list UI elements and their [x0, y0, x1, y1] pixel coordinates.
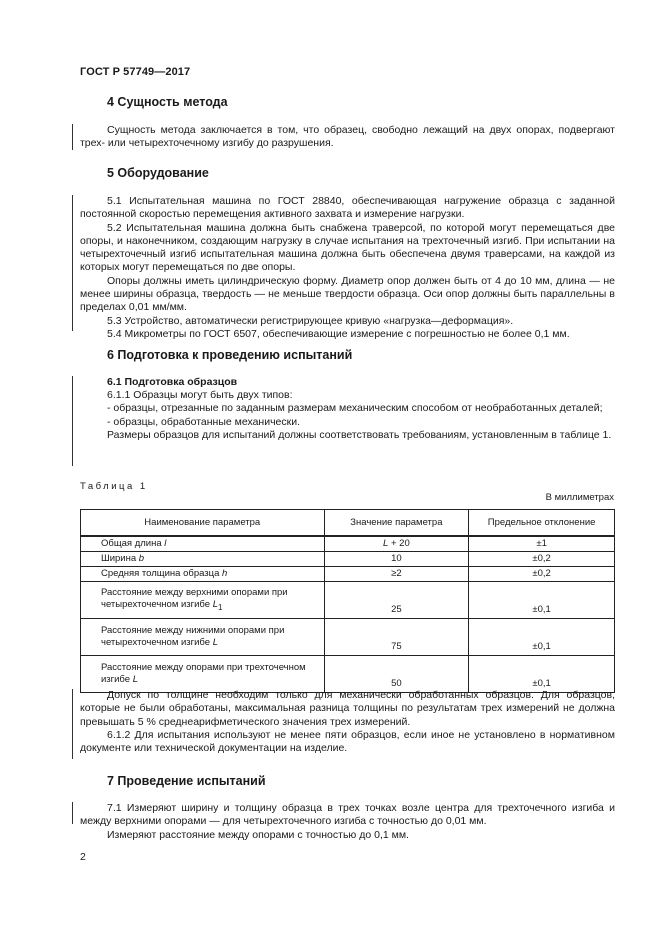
parameter-name: Расстояние между верхними опорами при четырехточечном изгибе $L_1$: [81, 582, 325, 619]
paragraph-6-1-2: 6.1.2 Для испытания используют не менее пяти образцов, если иное не установлено в нормативном документе или технической документации на изделие.: [80, 728, 615, 755]
table-caption: Таблица 1: [80, 481, 148, 492]
change-bar: [72, 689, 73, 759]
section-4-title: 4 Сущность метода: [107, 95, 228, 109]
paragraph-5-1: 5.1 Испытательная машина по ГОСТ 28840, обеспечивающая нагружение образца с заданной постоянной скоростью перемещения активного захвата и измерение нагрузки.: [80, 195, 615, 221]
column-header: Предельное отклонение: [469, 510, 615, 537]
parameter-name: Расстояние между нижними опорами при четырехточечном изгибе L: [81, 619, 325, 656]
parameter-value: 25: [324, 582, 469, 619]
page-number: 2: [80, 851, 86, 863]
section-6-title: 6 Подготовка к проведению испытаний: [107, 348, 353, 362]
parameter-value: 10: [324, 552, 469, 567]
parameter-value: 50: [324, 656, 469, 693]
change-bar: [72, 376, 73, 466]
parameter-name: Расстояние между опорами при трехточечном изгибе L: [81, 656, 325, 693]
list-item: - образцы, отрезанные по заданным размерам механическим способом от необработанных деталей;: [107, 402, 603, 415]
parameter-value: 75: [324, 619, 469, 656]
column-header: Наименование параметра: [81, 510, 325, 537]
paragraph-5-2: 5.2 Испытательная машина должна быть снабжена траверсой, по которой могут перемещаться две опоры, и наконечником, создающим нагрузку в случае испытания на трехточечный изгиб. При испытании на четырехточечный изгиб испытательная машина должна быть обеспечена двумя траверсами, на каждой из которых могут перемещаться по две опоры.: [80, 221, 615, 274]
paragraph-5-3: 5.3 Устройство, автоматически регистрирующее кривую «нагрузка—деформация».: [107, 314, 514, 327]
section-5-title: 5 Оборудование: [107, 166, 209, 180]
parameter-tolerance: ±0,1: [469, 656, 615, 693]
table-row: [81, 567, 615, 582]
paragraph-6-1-1: 6.1.1 Образцы могут быть двух типов:: [107, 389, 293, 401]
parameter-tolerance: ±0,1: [469, 582, 615, 619]
table-row: [81, 582, 615, 619]
table-row: [81, 552, 615, 567]
parameter-tolerance: ±0,2: [469, 552, 615, 567]
table-row: [81, 536, 615, 552]
table-row: [81, 619, 615, 656]
section-7-title: 7 Проведение испытаний: [107, 774, 266, 788]
paragraph-7-1: 7.1 Измеряют ширину и толщину образца в трех точках возле центра для трехточечного изгиба и между верхними опорами — для четырехточечного изгиба с точностью до 0,01 мм.: [80, 802, 615, 828]
subsection-6-1-title: 6.1 Подготовка образцов: [107, 376, 238, 388]
parameter-value: L + 20: [324, 536, 469, 552]
parameter-name: Ширина b: [81, 552, 325, 567]
table-units: В миллиметрах: [545, 492, 614, 503]
list-item: - образцы, обработанные механически.: [107, 415, 301, 428]
paragraph-supports-distance: Измеряют расстояние между опорами с точностью до 0,1 мм.: [107, 828, 409, 841]
paragraph-thickness-tolerance: Допуск по толщине необходим только для механически обработанных образцов. Для образцов, которые не были обработаны, максимальная разница толщины по результатам трех измерений не должна превышать 5 % среднеарифметического значения трех измерений.: [80, 689, 615, 728]
paragraph-supports: Опоры должны иметь цилиндрическую форму. Диаметр опор должен быть от 4 до 10 мм, длина — не менее ширины образца, твердость — не меньше твердости образца. Оси опор должны быть параллельны в пределах 0,01 мм/мм.: [80, 274, 615, 314]
table-header-row: [81, 510, 615, 537]
parameter-value: ≥2: [324, 567, 469, 582]
change-bar: [72, 124, 73, 150]
column-header: Значение параметра: [324, 510, 469, 537]
section-6-body: [80, 389, 615, 442]
change-bar: [72, 195, 73, 331]
change-bar: [72, 802, 73, 824]
parameter-name: Средняя толщина образца h: [81, 567, 325, 582]
section-7-body: [80, 802, 615, 842]
section-6-after-table: [80, 689, 615, 755]
parameters-table: [80, 509, 615, 693]
table-row: [81, 656, 615, 693]
parameter-tolerance: ±1: [469, 536, 615, 552]
parameter-name: Общая длина l: [81, 536, 325, 552]
section-5-body: [80, 195, 615, 341]
parameter-tolerance: ±0,1: [469, 619, 615, 656]
paragraph-sizes: Размеры образцов для испытаний должны соответствовать требованиям, установленным в таблице 1.: [107, 428, 612, 441]
section-4-paragraph: Сущность метода заключается в том, что образец, свободно лежащий на двух опорах, подвергают трех- или четырехточечному изгибу до разрушения.: [80, 124, 615, 150]
parameter-tolerance: ±0,2: [469, 567, 615, 582]
paragraph-5-4: 5.4 Микрометры по ГОСТ 6507, обеспечивающие измерение с погрешностью не более 0,1 мм.: [107, 327, 570, 340]
document-header: ГОСТ Р 57749—2017: [80, 66, 191, 78]
